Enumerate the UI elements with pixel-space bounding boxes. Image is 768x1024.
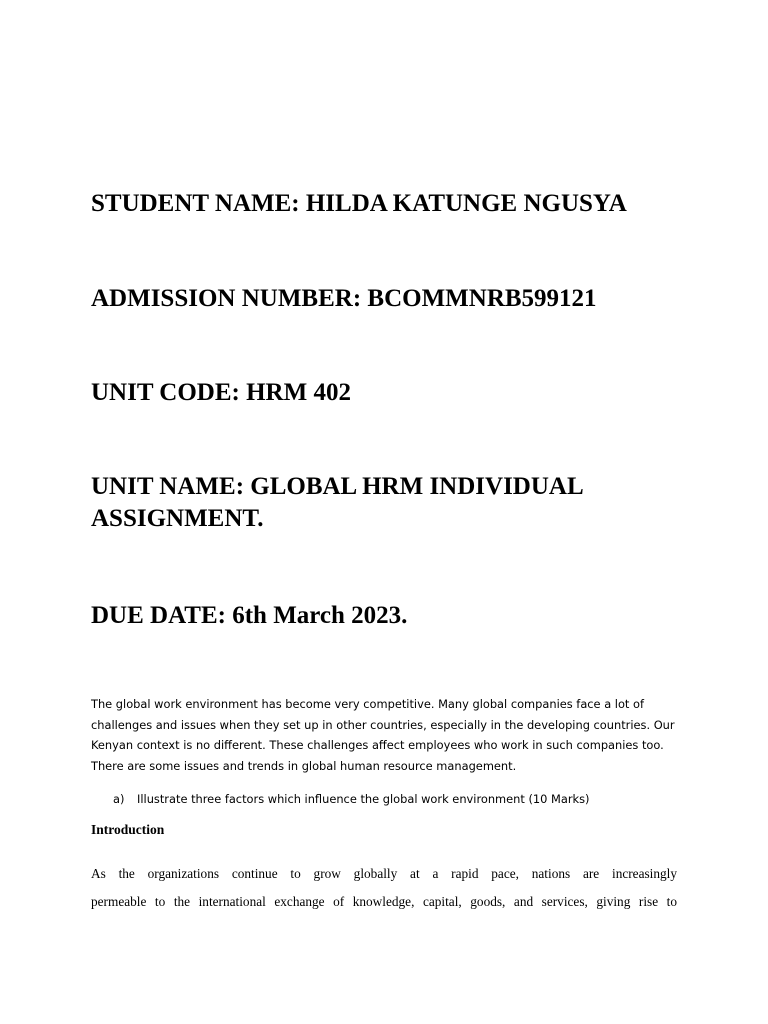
question-text: Illustrate three factors which influence the global work environment (10 Marks) bbox=[137, 792, 590, 806]
unit-name-line-2: ASSIGNMENT. bbox=[91, 505, 264, 532]
unit-name-line-1: UNIT NAME: GLOBAL HRM INDIVIDUAL bbox=[91, 473, 584, 500]
admission-number-heading: ADMISSION NUMBER: BCOMMNRB599121 bbox=[91, 285, 597, 312]
unit-code-heading: UNIT CODE: HRM 402 bbox=[91, 379, 351, 406]
assignment-description bbox=[91, 694, 681, 776]
introduction-text bbox=[91, 860, 677, 916]
question-marker: a) bbox=[113, 792, 125, 806]
due-date-heading: DUE DATE: 6th March 2023. bbox=[91, 602, 408, 629]
introduction-heading: Introduction bbox=[91, 822, 165, 837]
question-item-a bbox=[113, 790, 590, 808]
unit-name-heading bbox=[91, 471, 691, 535]
student-name-heading: STUDENT NAME: HILDA KATUNGE NGUSYA bbox=[91, 190, 627, 217]
introduction-line: permeable to the international exchange of knowledge, capital, goods, and services, giving rise to bbox=[91, 894, 677, 909]
assignment-description-line: Kenyan context is no different. These challenges affect employees who work in such companies too. bbox=[91, 738, 664, 752]
introduction-line: As the organizations continue to grow globally at a rapid pace, nations are increasingly bbox=[91, 866, 677, 881]
assignment-description-line: The global work environment has become very competitive. Many global companies face a lot of bbox=[91, 697, 644, 711]
assignment-description-line: challenges and issues when they set up in other countries, especially in the developing countries. Our bbox=[91, 717, 675, 732]
assignment-description-line: There are some issues and trends in global human resource management. bbox=[91, 758, 517, 773]
